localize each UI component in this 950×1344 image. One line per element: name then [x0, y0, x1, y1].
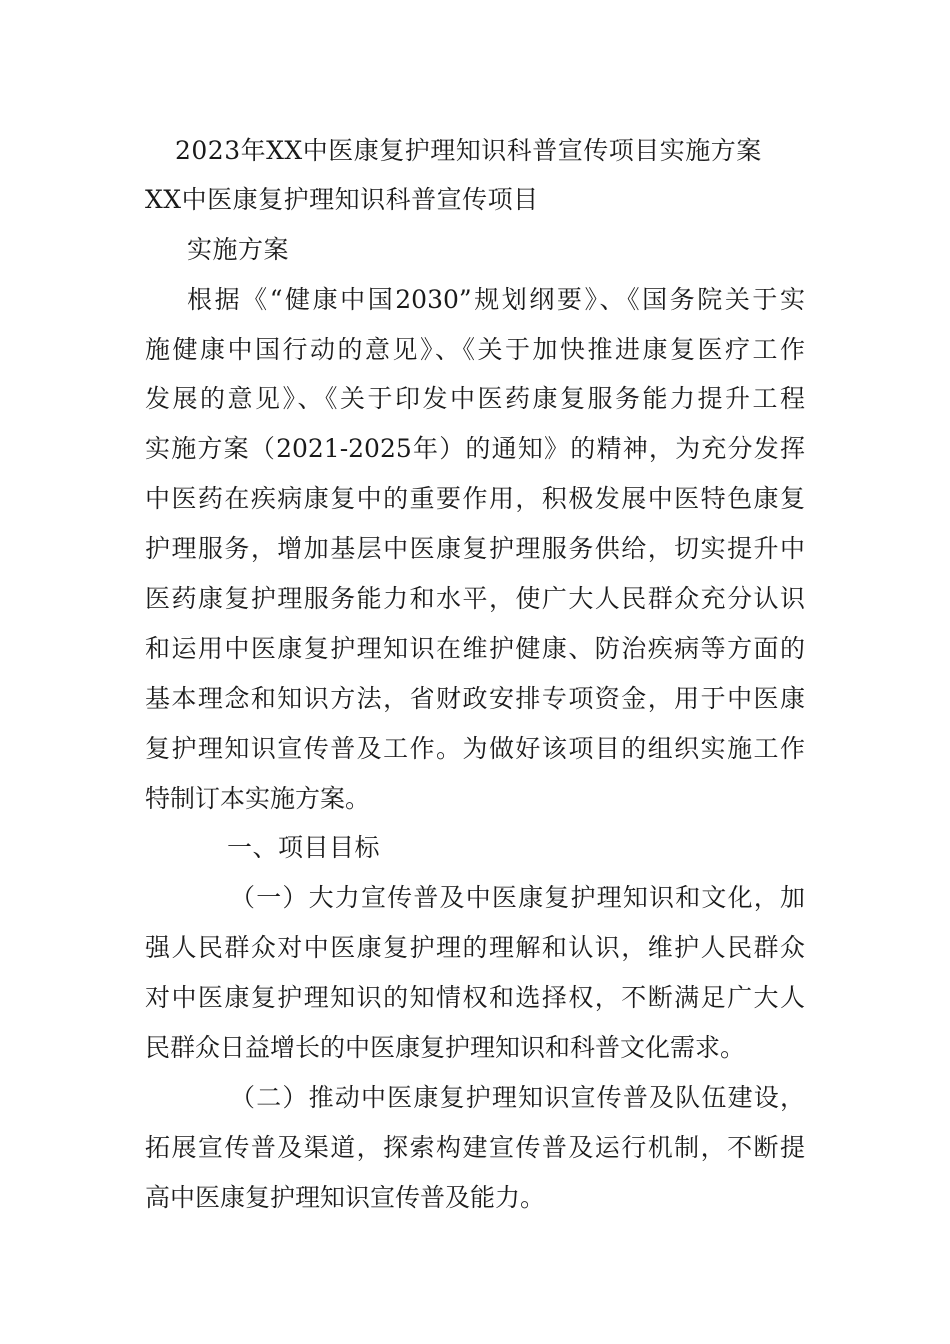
item1-line: 强人民群众对中医康复护理的理解和认识，维护人民群众	[145, 933, 805, 962]
item2-line: （二）推动中医康复护理知识宣传普及队伍建设，	[230, 1083, 805, 1112]
intro-line: 和运用中医康复护理知识在维护健康、防治疾病等方面的	[145, 634, 805, 663]
intro-line: 中医药在疾病康复中的重要作用，积极发展中医特色康复	[145, 484, 805, 513]
intro-line: 基本理念和知识方法，省财政安排专项资金，用于中医康	[145, 684, 805, 713]
intro-line: 施健康中国行动的意见》、《关于加快推进康复医疗工作	[145, 335, 805, 364]
document-subtitle: XX中医康复护理知识科普宣传项目	[145, 185, 539, 214]
intro-line: 医药康复护理服务能力和水平，使广大人民群众充分认识	[145, 584, 805, 613]
intro-line: 根据《“健康中国2030”规划纲要》、《国务院关于实	[187, 285, 805, 314]
item2-line: 拓展宣传普及渠道，探索构建宣传普及运行机制，不断提	[145, 1133, 805, 1162]
item1-line: 对中医康复护理知识的知情权和选择权，不断满足广大人	[145, 983, 805, 1012]
intro-line: 特制订本实施方案。	[145, 784, 371, 813]
intro-line: 护理服务，增加基层中医康复护理服务供给，切实提升中	[145, 534, 805, 563]
item1-line: （一）大力宣传普及中医康复护理知识和文化，加	[230, 883, 805, 912]
intro-line: 实施方案（2021-2025年）的通知》的精神，为充分发挥	[145, 434, 805, 463]
section-heading: 一、项目目标	[227, 833, 381, 862]
document-title: 2023年XX中医康复护理知识科普宣传项目实施方案	[175, 136, 762, 165]
intro-line: 发展的意见》、《关于印发中医药康复服务能力提升工程	[145, 384, 805, 413]
intro-line: 复护理知识宣传普及工作。为做好该项目的组织实施工作	[145, 734, 805, 763]
item2-line: 高中医康复护理知识宣传普及能力。	[145, 1183, 546, 1212]
item1-line: 民群众日益增长的中医康复护理知识和科普文化需求。	[145, 1033, 746, 1062]
document-subtitle-2: 实施方案	[187, 235, 290, 264]
